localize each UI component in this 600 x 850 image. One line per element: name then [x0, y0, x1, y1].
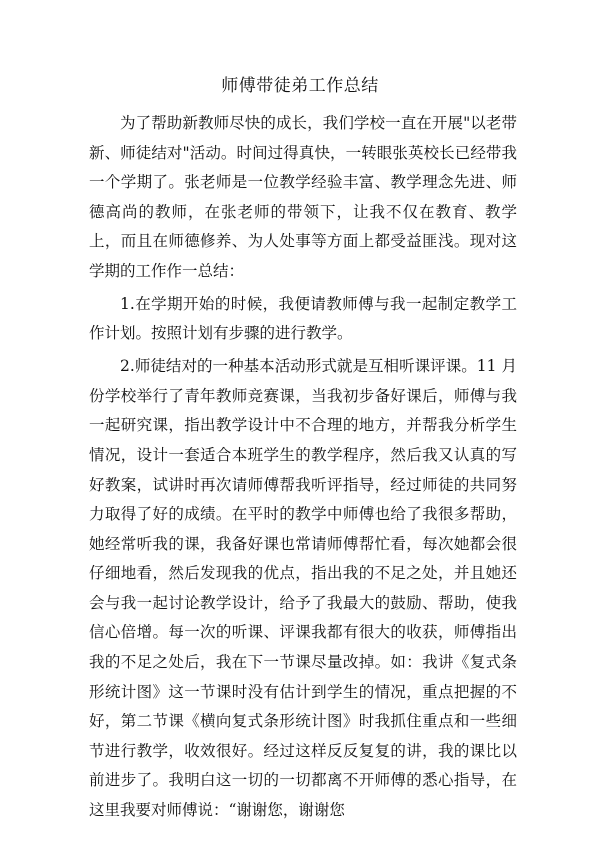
document-title: 师傅带徒弟工作总结	[221, 76, 379, 96]
document-body	[89, 109, 517, 829]
paragraph-intro: 为了帮助新教师尽快的成长，我们学校一直在开展"以老带新、师徒结对"活动。时间过得真快，一转眼张英校长已经带我一个学期了。张老师是一位教学经验丰富、教学理念先进、师德高尚的教师，在张老师的带领下，让我不仅在教育、教学上，而且在师德修养、为人处事等方面上都受益匪浅。现对这学期的工作作一总结：	[89, 114, 517, 280]
paragraph-item-2: 2.师徒结对的一种基本活动形式就是互相听课评课。11 月份学校举行了青年教师竞赛课，当我初步备好课后，师傅与我一起研究课，指出教学设计中不合理的地方，并帮我分析学生情况，设计一套适合本班学生的教学程序，然后我又认真的写好教案，试讲时再次请师傅帮我听评指导，经过师徒的共同努力取得了好的成绩。在平时的教学中师傅也给了我很多帮助，她经常听我的课，我备好课也常请师傅帮忙看，每次她都会很仔细地看，然后发现我的优点，指出我的不足之处，并且她还会与我一起讨论教学设计，给予了我最大的鼓励、帮助，使我信心倍增。每一次的听课、评课我都有很大的收获，师傅指出我的不足之处后，我在下一节课尽量改掉。如：我讲《复式条形统计图》这一节课时没有估计到学生的情况，重点把握的不好，第二节课《横向复式条形统计图》时我抓住重点和一些细节进行教学，收效很好。经过这样反反复复的讲，我的课比以前进步了。我明白这一切的一切都离不开师傅的悉心指导，在这里我要对师傅说：“谢谢您，谢谢您	[89, 357, 517, 820]
paragraph-item-1: 1.在学期开始的时候，我便请教师傅与我一起制定教学工作计划。按照计划有步骤的进行教学。	[89, 294, 517, 343]
